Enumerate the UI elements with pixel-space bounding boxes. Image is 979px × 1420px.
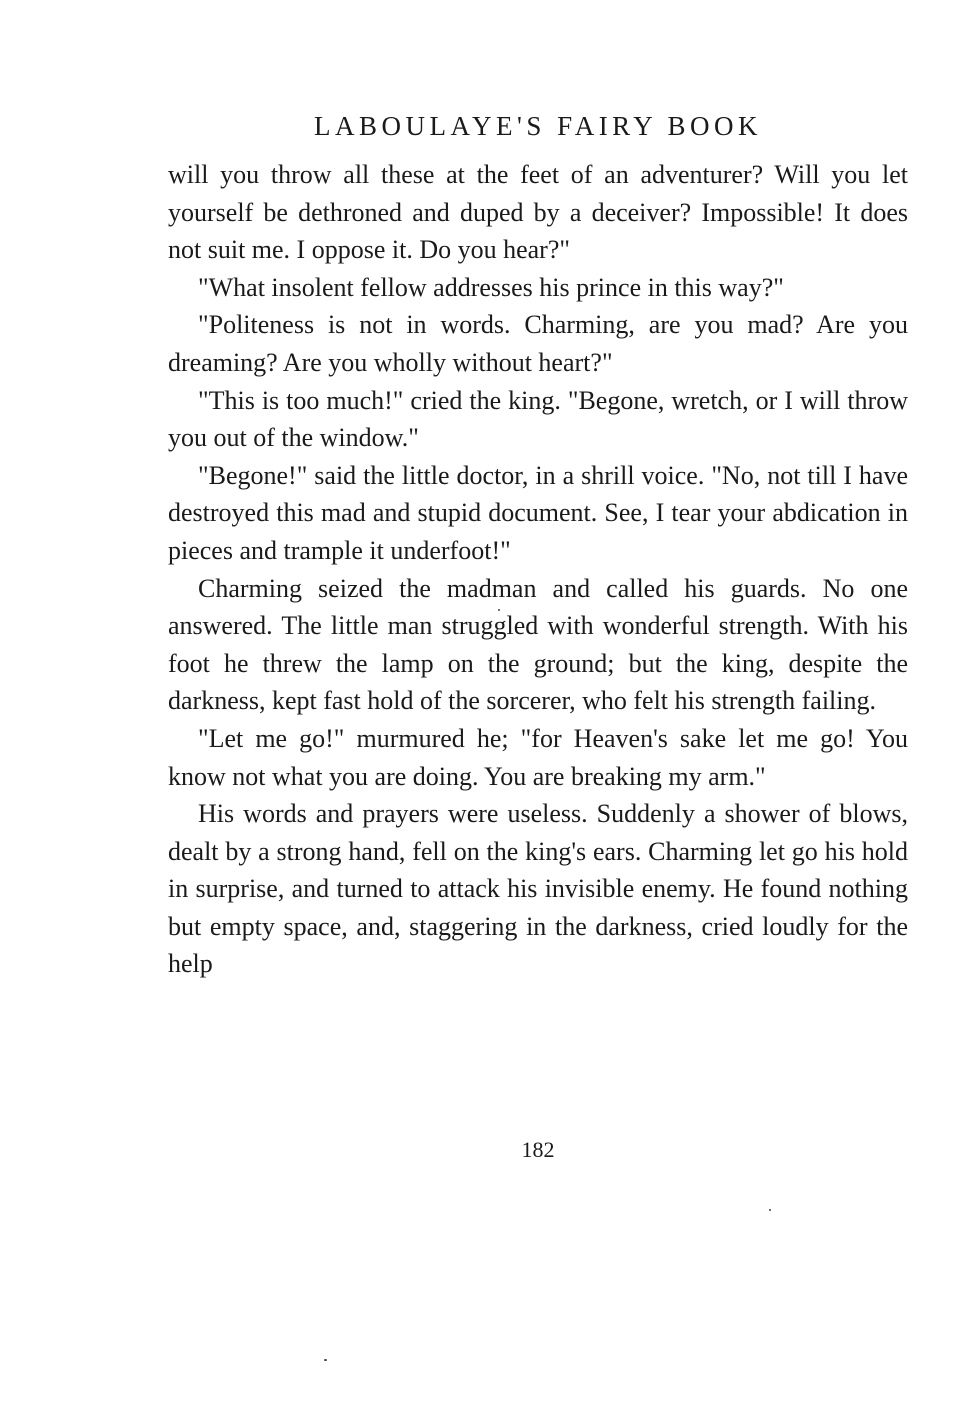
running-head: LABOULAYE'S FAIRY BOOK xyxy=(314,111,762,141)
body-text xyxy=(168,156,908,983)
scan-speck xyxy=(769,1209,771,1211)
paragraph: "Let me go!" murmured he; "for Heaven's sake let me go! You know not what you are doing. You are breaking my arm." xyxy=(168,723,908,791)
page-number: 182 xyxy=(521,1137,555,1162)
paragraph: His words and prayers were useless. Suddenly a shower of blows, dealt by a strong hand, fell on the king's ears. Charming let go his hold in surprise, and turned to attack his invisible enemy. He found nothing but empty space, and, staggering in the darkness, cried loudly for the help xyxy=(168,799,908,979)
paragraph: "Politeness is not in words. Charming, are you mad? Are you dreaming? Are you wholly without heart?" xyxy=(168,310,908,377)
paragraph: "What insolent fellow addresses his prince in this way?" xyxy=(198,272,784,302)
scan-speck xyxy=(498,609,500,611)
paragraph: Charming seized the madman and called his guards. No one answered. The little man struggled with wonderful strength. With his foot he threw the lamp on the ground; but the king, despite the darkness, kept fast hold of the sorcerer, who felt his strength failing. xyxy=(168,573,908,716)
paragraph: "Begone!" said the little doctor, in a shrill voice. "No, not till I have destroyed this mad and stupid document. See, I tear your abdication in pieces and trample it underfoot!" xyxy=(168,460,908,565)
paragraph: "This is too much!" cried the king. "Begone, wretch, or I will throw you out of the window." xyxy=(168,385,908,453)
paragraph: will you throw all these at the feet of an adventurer? Will you let yourself be dethroned and duped by a deceiver? Impossible! It does not suit me. I oppose it. Do you hear?" xyxy=(168,160,908,265)
scan-speck xyxy=(324,1359,327,1361)
